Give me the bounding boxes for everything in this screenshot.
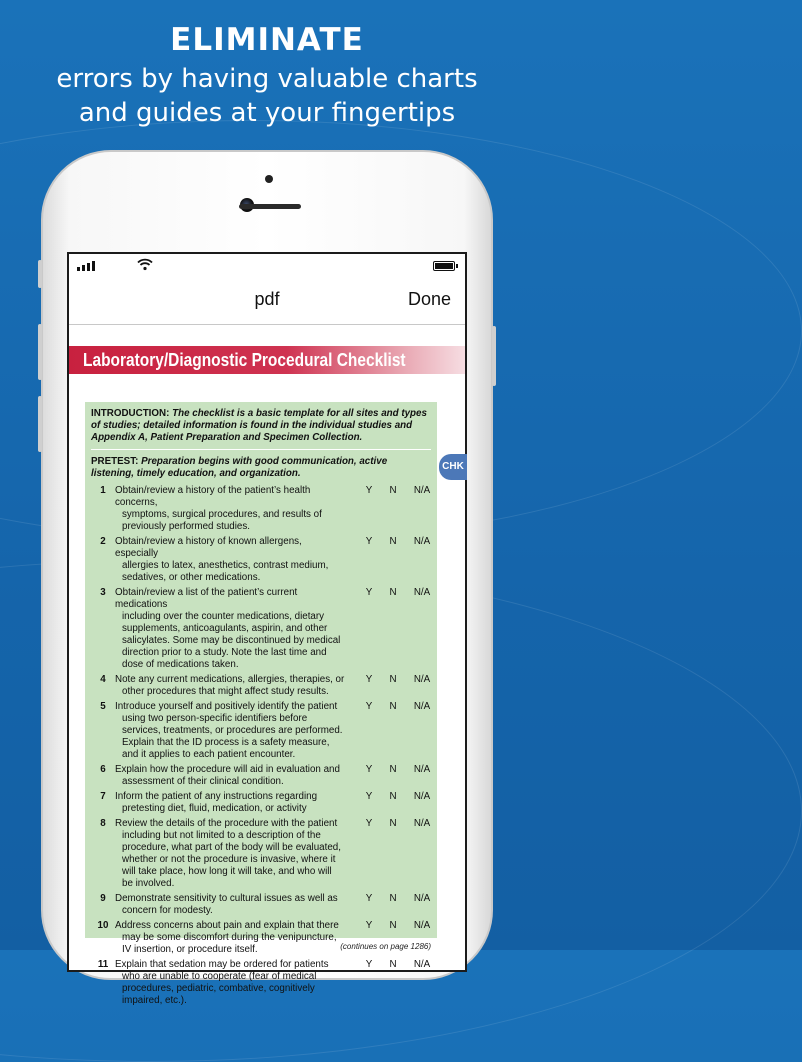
item-text (115, 587, 345, 671)
checklist-row (91, 587, 431, 671)
item-text (115, 536, 345, 584)
item-text (115, 818, 345, 890)
checklist-row (91, 674, 431, 698)
checklist-row (91, 701, 431, 761)
divider (91, 449, 431, 450)
item-number: 8 (100, 818, 106, 829)
option-no[interactable]: N (389, 959, 397, 970)
option-na[interactable]: N/A (413, 920, 431, 931)
item-text-first: Obtain/review a history of the patient’s health concerns, (115, 485, 311, 508)
checklist-row (91, 536, 431, 584)
item-text-rest: may be some discomfort during the venipuncture, IV insertion, or procedure itself. (122, 932, 337, 955)
item-text-rest: using two person-specific identifiers before services, treatments, or procedures are performed. Explain that the ID process is a safety measure, and it applies to each patient encounter. (122, 713, 343, 760)
item-text-rest: including over the counter medications, dietary supplements, anticoagulants, aspirin, and other salicylates. Some may be discontinued by medical direction prior to a study. Note the last time and dose of medications taken. (122, 611, 341, 670)
option-no[interactable]: N (389, 893, 397, 904)
checklist-items (91, 485, 431, 1007)
promo-line-2: and guides at your fingertips (78, 98, 456, 128)
item-number: 10 (97, 920, 109, 931)
option-no[interactable]: N (389, 818, 397, 829)
navigation-bar (69, 278, 465, 325)
volume-down-button (38, 396, 42, 452)
item-text-first: Inform the patient of any instructions regarding (115, 791, 318, 802)
option-na[interactable]: N/A (413, 764, 431, 775)
item-number: 5 (100, 701, 106, 712)
item-text-first: Address concerns about pain and explain that there (115, 920, 339, 931)
option-na[interactable]: N/A (413, 893, 431, 904)
option-na[interactable]: N/A (413, 485, 431, 496)
pretest-body: Preparation begins with good communication, active listening, timely education, and organization. (91, 456, 388, 479)
option-no[interactable]: N (389, 701, 397, 712)
item-text-first: Explain that sedation may be ordered for patients (115, 959, 329, 970)
item-text (115, 701, 345, 761)
item-number: 2 (100, 536, 106, 547)
item-number: 7 (100, 791, 106, 802)
item-number: 9 (100, 893, 106, 904)
item-text-rest: concern for modesty. (122, 905, 213, 916)
option-no[interactable]: N (389, 587, 397, 598)
intro-body: The checklist is a basic template for all sites and types of studies; detailed information is found in the individual studies and Appendix A, Patient Preparation and Specimen Collection. (91, 408, 427, 443)
mute-switch (38, 260, 42, 288)
option-no[interactable]: N (389, 674, 397, 685)
option-na[interactable]: N/A (413, 674, 431, 685)
option-no[interactable]: N (389, 764, 397, 775)
item-number: 11 (97, 959, 109, 970)
checklist-row (91, 485, 431, 533)
pretest-label: PRETEST: (91, 456, 139, 467)
checklist-row (91, 764, 431, 788)
pretest-text (91, 456, 431, 480)
item-text-rest: allergies to latex, anesthetics, contrast medium, sedatives, or other medications. (122, 560, 329, 583)
item-text-first: Introduce yourself and positively identify the patient (115, 701, 338, 712)
option-yes[interactable]: Y (365, 587, 373, 598)
battery-icon (433, 261, 455, 271)
checklist-row (91, 818, 431, 890)
continues-note: (continues on page 1286) (340, 942, 431, 951)
option-yes[interactable]: Y (365, 701, 373, 712)
checklist-row (91, 893, 431, 917)
wifi-icon (137, 258, 153, 271)
option-yes[interactable]: Y (365, 818, 373, 829)
intro-label: INTRODUCTION: (91, 408, 170, 419)
item-text-first: Review the details of the procedure with the patient (115, 818, 338, 829)
option-yes[interactable]: Y (365, 920, 373, 931)
volume-up-button (38, 324, 42, 380)
option-na[interactable]: N/A (413, 587, 431, 598)
option-na[interactable]: N/A (413, 818, 431, 829)
option-yes[interactable]: Y (365, 485, 373, 496)
item-text-rest: assessment of their clinical condition. (122, 776, 284, 787)
option-yes[interactable]: Y (365, 893, 373, 904)
item-text (115, 959, 345, 1007)
nav-title: pdf (254, 289, 280, 309)
phone-screen (67, 252, 467, 1006)
proximity-sensor (265, 175, 273, 183)
option-no[interactable]: N (389, 791, 397, 802)
option-na[interactable]: N/A (413, 701, 431, 712)
checklist-row (91, 791, 431, 815)
option-na[interactable]: N/A (413, 959, 431, 970)
power-button (492, 326, 496, 386)
chk-tab[interactable]: CHK (439, 454, 467, 480)
signal-icon (77, 261, 95, 271)
promo-line-1: errors by having valuable charts (56, 64, 478, 94)
item-number: 6 (100, 764, 106, 775)
option-yes[interactable]: Y (365, 791, 373, 802)
item-text-rest: other procedures that might affect study results. (122, 686, 329, 697)
option-na[interactable]: N/A (413, 791, 431, 802)
item-text (115, 764, 345, 788)
promo-headline: ELIMINATE (170, 22, 364, 58)
option-yes[interactable]: Y (365, 764, 373, 775)
option-no[interactable]: N (389, 536, 397, 547)
option-no[interactable]: N (389, 485, 397, 496)
item-text-first: Obtain/review a history of known allergens, especially (115, 536, 302, 559)
item-text (115, 893, 345, 917)
introduction-text (91, 408, 431, 444)
done-button[interactable]: Done (407, 289, 451, 309)
item-text-first: Obtain/review a list of the patient’s current medications (115, 587, 298, 610)
item-text-rest: including but not limited to a description of the procedure, what part of the body will be evaluated, whether or not the procedure is invasive, where it will take place, how long it will take, and who will be involved. (122, 830, 341, 889)
item-text-first: Demonstrate sensitivity to cultural issues as well as (115, 893, 338, 904)
document-banner (69, 346, 465, 374)
earpiece-speaker (239, 204, 301, 209)
item-number: 3 (100, 587, 106, 598)
item-number: 1 (100, 485, 106, 496)
item-text (115, 485, 345, 533)
item-text (115, 920, 345, 956)
option-yes[interactable]: Y (365, 536, 373, 547)
item-text-first: Note any current medications, allergies, therapies, or (115, 674, 345, 685)
item-text (115, 674, 345, 698)
option-na[interactable]: N/A (413, 536, 431, 547)
item-text-rest: pretesting diet, fluid, medication, or activity (122, 803, 307, 814)
item-text-rest: who are unable to cooperate (fear of medical procedures, pediatric, combative, cognitively impaired, etc.). (122, 971, 317, 1006)
checklist-row (91, 959, 431, 1007)
item-number: 4 (100, 674, 106, 685)
option-no[interactable]: N (389, 920, 397, 931)
option-yes[interactable]: Y (365, 674, 373, 685)
item-text (115, 791, 345, 815)
item-text-first: Explain how the procedure will aid in evaluation and (115, 764, 340, 775)
option-yes[interactable]: Y (365, 959, 373, 970)
phone-frame (41, 150, 493, 1006)
item-text-rest: symptoms, surgical procedures, and results of previously performed studies. (122, 509, 322, 532)
document-title: Laboratory/Diagnostic Procedural Checklist (83, 350, 406, 370)
status-bar (69, 254, 465, 278)
